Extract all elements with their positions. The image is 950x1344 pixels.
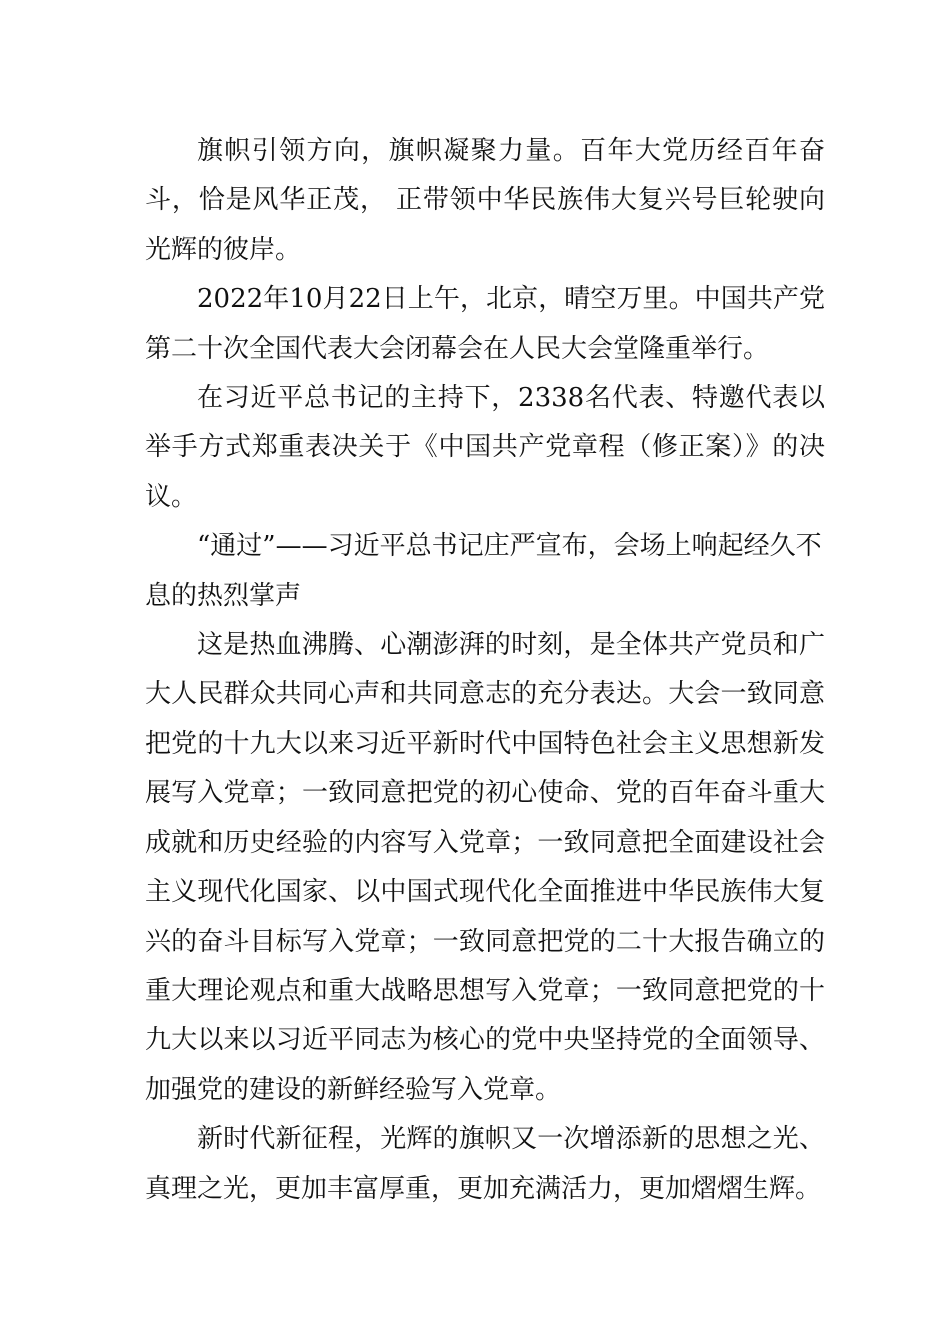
paragraph-6: 新时代新征程，光辉的旗帜又一次增添新的思想之光、真理之光，更加丰富厚重，更加充满活力，更加熠熠生辉。 [145, 1124, 825, 1204]
paragraph-5: 这是热血沸腾、心潮澎湃的时刻，是全体共产党员和广大人民群众共同心声和共同意志的充分表达。大会一致同意把党的十九大以来习近平新时代中国特色社会主义思想新发展写入党章；一致同意把党的初心使命、党的百年奋斗重大成就和历史经验的内容写入党章；一致同意把全面建设社会主义现代化国家、以中国式现代化全面推进中华民族伟大复兴的奋斗目标写入党章；一致同意把党的二十大报告确立的重大理论观点和重大战略思想写入党章；一致同意把党的十九大以来以习近平同志为核心的党中央坚持党的全面领导、加强党的建设的新鲜经验写入党章。 [145, 630, 825, 1105]
paragraph-2: 2022年10月22日上午，北京，晴空万里。中国共产党第二十次全国代表大会闭幕会在人民大会堂隆重举行。 [145, 284, 825, 364]
paragraph-1: 旗帜引领方向，旗帜凝聚力量。百年大党历经百年奋斗，恰是风华正茂， 正带领中华民族伟大复兴号巨轮驶向光辉的彼岸。 [145, 136, 825, 265]
paragraph-4: “通过”——习近平总书记庄严宣布，会场上响起经久不息的热烈掌声 [145, 531, 822, 611]
document-body [145, 127, 825, 1214]
paragraph-3: 在习近平总书记的主持下，2338名代表、特邀代表以举手方式郑重表决关于《中国共产党章程（修正案）》的决议。 [145, 383, 825, 512]
